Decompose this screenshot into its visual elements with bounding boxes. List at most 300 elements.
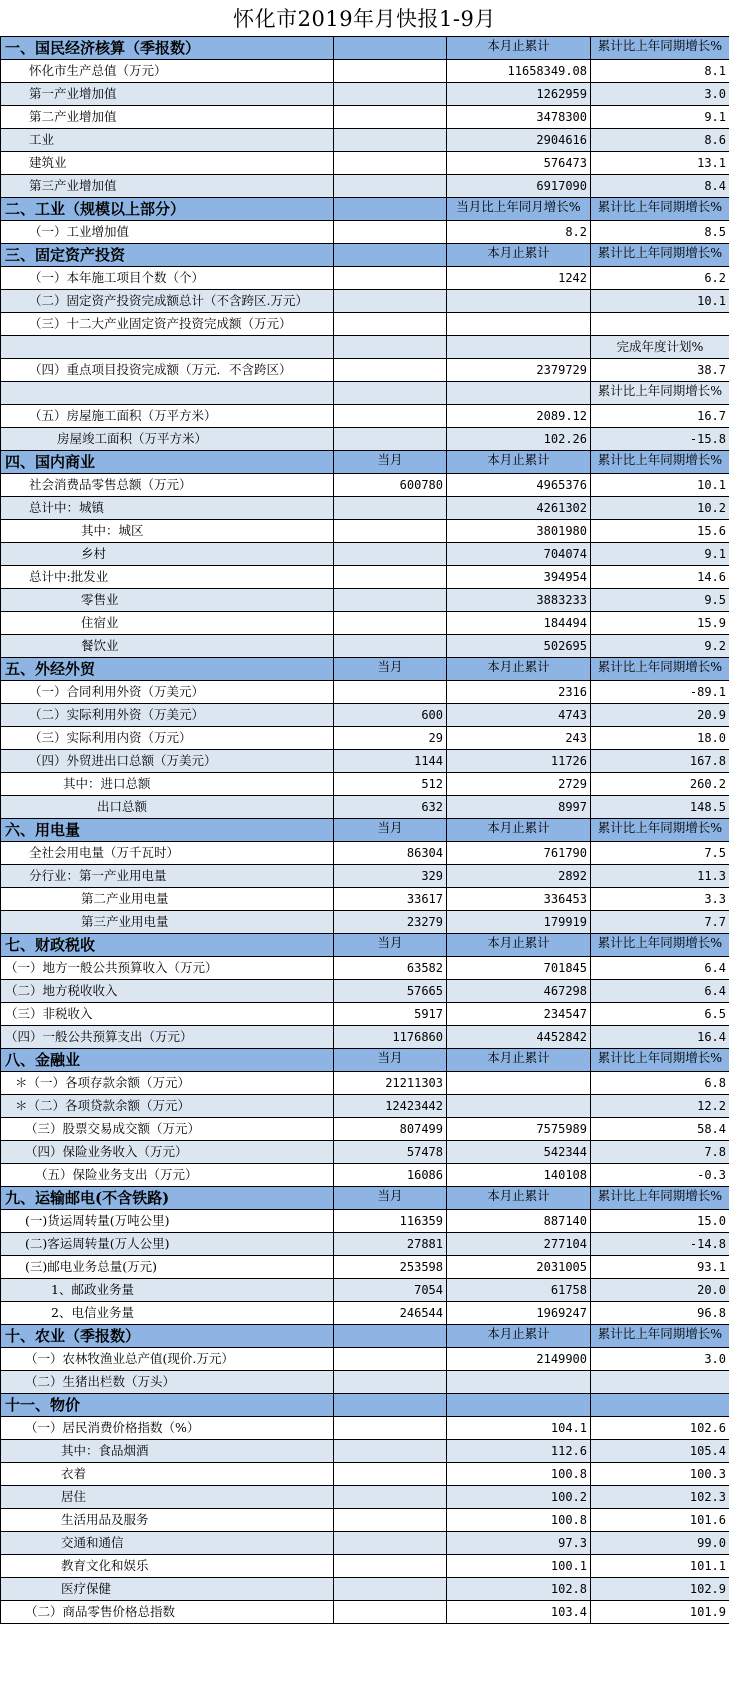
monthly-value-cell: 86304 <box>334 842 447 865</box>
growth-rate-cell: 102.6 <box>591 1417 729 1440</box>
table-row <box>1 589 729 612</box>
table-row <box>1 704 729 727</box>
cumulative-value-cell: 1969247 <box>447 1302 591 1325</box>
growth-rate-cell: 99.0 <box>591 1532 729 1555</box>
section-header-row <box>1 1394 729 1417</box>
growth-rate-cell: 13.1 <box>591 152 729 175</box>
growth-rate-cell: 8.4 <box>591 175 729 198</box>
table-row <box>1 773 729 796</box>
row-label: （二）固定资产投资完成额总计（不含跨区.万元） <box>1 290 334 313</box>
monthly-value-cell <box>334 566 447 589</box>
row-label: （一）合同利用外资（万美元） <box>1 681 334 704</box>
row-label: 第三产业增加值 <box>1 175 334 198</box>
growth-rate-cell: 累计比上年同期增长% <box>591 819 729 842</box>
table-row <box>1 1578 729 1601</box>
table-row <box>1 1440 729 1463</box>
growth-rate-cell: 累计比上年同期增长% <box>591 1187 729 1210</box>
section-title: 九、运输邮电(不含铁路) <box>1 1187 334 1210</box>
monthly-value-cell <box>334 152 447 175</box>
cumulative-value-cell: 140108 <box>447 1164 591 1187</box>
row-label: 2、电信业务量 <box>1 1302 334 1325</box>
section-title: 八、金融业 <box>1 1049 334 1072</box>
growth-rate-cell: 3.3 <box>591 888 729 911</box>
row-label: 第三产业用电量 <box>1 911 334 934</box>
table-row <box>1 612 729 635</box>
monthly-value-cell <box>334 1463 447 1486</box>
monthly-value-cell: 7054 <box>334 1279 447 1302</box>
growth-rate-cell: 7.5 <box>591 842 729 865</box>
monthly-value-cell <box>334 129 447 152</box>
table-row <box>1 911 729 934</box>
monthly-value-cell: 253598 <box>334 1256 447 1279</box>
growth-rate-cell: 完成年度计划% <box>591 336 729 359</box>
row-label: （五）房屋施工面积（万平方米） <box>1 405 334 428</box>
monthly-value-cell: 5917 <box>334 1003 447 1026</box>
growth-rate-cell: 8.1 <box>591 60 729 83</box>
table-row <box>1 474 729 497</box>
growth-rate-cell: 15.9 <box>591 612 729 635</box>
cumulative-value-cell: 336453 <box>447 888 591 911</box>
growth-rate-cell: -89.1 <box>591 681 729 704</box>
cumulative-value-cell: 100.8 <box>447 1463 591 1486</box>
monthly-value-cell <box>334 83 447 106</box>
table-row <box>1 129 729 152</box>
cumulative-value-cell: 761790 <box>447 842 591 865</box>
cumulative-value-cell: 2904616 <box>447 129 591 152</box>
cumulative-value-cell: 112.6 <box>447 1440 591 1463</box>
row-label: （一）本年施工项目个数（个） <box>1 267 334 290</box>
monthly-value-cell <box>334 428 447 451</box>
row-label <box>1 336 334 359</box>
cumulative-value-cell: 4965376 <box>447 474 591 497</box>
section-title: 六、用电量 <box>1 819 334 842</box>
growth-rate-cell: 6.5 <box>591 1003 729 1026</box>
row-label: (二)客运周转量(万人公里) <box>1 1233 334 1256</box>
table-row <box>1 842 729 865</box>
monthly-value-cell: 当月 <box>334 819 447 842</box>
monthly-value-cell: 33617 <box>334 888 447 911</box>
monthly-value-cell: 29 <box>334 727 447 750</box>
cumulative-value-cell: 61758 <box>447 1279 591 1302</box>
section-title: 三、固定资产投资 <box>1 244 334 267</box>
cumulative-value-cell: 本月止累计 <box>447 1049 591 1072</box>
monthly-value-cell <box>334 221 447 244</box>
cumulative-value-cell: 102.8 <box>447 1578 591 1601</box>
monthly-value-cell <box>334 1601 447 1624</box>
table-row <box>1 267 729 290</box>
growth-rate-cell: 10.1 <box>591 474 729 497</box>
growth-rate-cell: 102.9 <box>591 1578 729 1601</box>
growth-rate-cell: 96.8 <box>591 1302 729 1325</box>
cumulative-value-cell: 6917090 <box>447 175 591 198</box>
table-row <box>1 980 729 1003</box>
table-row <box>1 1532 729 1555</box>
cumulative-value-cell: 7575989 <box>447 1118 591 1141</box>
growth-rate-cell: 101.6 <box>591 1509 729 1532</box>
growth-rate-cell: 3.0 <box>591 83 729 106</box>
monthly-value-cell <box>334 37 447 60</box>
cumulative-value-cell: 102.26 <box>447 428 591 451</box>
growth-rate-cell: 累计比上年同期增长% <box>591 382 729 405</box>
cumulative-value-cell <box>447 1394 591 1417</box>
section-header-row <box>1 1187 729 1210</box>
growth-rate-cell: 93.1 <box>591 1256 729 1279</box>
cumulative-value-cell: 2089.12 <box>447 405 591 428</box>
monthly-value-cell: 当月 <box>334 934 447 957</box>
cumulative-value-cell: 本月止累计 <box>447 934 591 957</box>
row-label: （四）一般公共预算支出（万元） <box>1 1026 334 1049</box>
cumulative-value-cell <box>447 313 591 336</box>
row-label: 第二产业增加值 <box>1 106 334 129</box>
cumulative-value-cell: 本月止累计 <box>447 37 591 60</box>
table-row <box>1 428 729 451</box>
growth-rate-cell: 8.6 <box>591 129 729 152</box>
table-row <box>1 83 729 106</box>
row-label: 建筑业 <box>1 152 334 175</box>
table-row <box>1 1486 729 1509</box>
section-header-row <box>1 451 729 474</box>
growth-rate-cell: 20.9 <box>591 704 729 727</box>
row-label: 怀化市生产总值（万元） <box>1 60 334 83</box>
table-row <box>1 106 729 129</box>
table-row <box>1 1555 729 1578</box>
row-label: (三)邮电业务总量(万元) <box>1 1256 334 1279</box>
monthly-value-cell <box>334 1509 447 1532</box>
growth-rate-cell: 18.0 <box>591 727 729 750</box>
growth-rate-cell: 7.7 <box>591 911 729 934</box>
growth-rate-cell: 累计比上年同期增长% <box>591 658 729 681</box>
monthly-value-cell <box>334 1394 447 1417</box>
monthly-value-cell: 246544 <box>334 1302 447 1325</box>
table-row <box>1 382 729 405</box>
growth-rate-cell: 15.6 <box>591 520 729 543</box>
cumulative-value-cell: 104.1 <box>447 1417 591 1440</box>
growth-rate-cell: 148.5 <box>591 796 729 819</box>
growth-rate-cell: 102.3 <box>591 1486 729 1509</box>
monthly-value-cell <box>334 267 447 290</box>
growth-rate-cell: 167.8 <box>591 750 729 773</box>
cumulative-value-cell: 本月止累计 <box>447 1187 591 1210</box>
monthly-value-cell <box>334 589 447 612</box>
monthly-value-cell <box>334 175 447 198</box>
growth-rate-cell: 累计比上年同期增长% <box>591 198 729 221</box>
section-header-row <box>1 1049 729 1072</box>
monthly-value-cell <box>334 106 447 129</box>
monthly-value-cell <box>334 1440 447 1463</box>
cumulative-value-cell <box>447 290 591 313</box>
monthly-value-cell <box>334 612 447 635</box>
row-label: 工业 <box>1 129 334 152</box>
monthly-value-cell <box>334 1348 447 1371</box>
cumulative-value-cell: 502695 <box>447 635 591 658</box>
growth-rate-cell: 14.6 <box>591 566 729 589</box>
monthly-value-cell: 329 <box>334 865 447 888</box>
cumulative-value-cell: 2892 <box>447 865 591 888</box>
monthly-value-cell <box>334 359 447 382</box>
table-row <box>1 750 729 773</box>
growth-rate-cell: 260.2 <box>591 773 729 796</box>
monthly-value-cell: 63582 <box>334 957 447 980</box>
growth-rate-cell: 6.4 <box>591 957 729 980</box>
row-label: （三）实际利用内资（万元） <box>1 727 334 750</box>
row-label: 第一产业增加值 <box>1 83 334 106</box>
section-title: 七、财政税收 <box>1 934 334 957</box>
section-header-row <box>1 819 729 842</box>
growth-rate-cell <box>591 1394 729 1417</box>
row-label: 零售业 <box>1 589 334 612</box>
cumulative-value-cell: 3801980 <box>447 520 591 543</box>
table-row <box>1 566 729 589</box>
row-label: (一)货运周转量(万吨公里) <box>1 1210 334 1233</box>
row-label: （三）十二大产业固定资产投资完成额（万元） <box>1 313 334 336</box>
monthly-value-cell <box>334 198 447 221</box>
monthly-value-cell <box>334 382 447 405</box>
row-label: （五）保险业务支出（万元） <box>1 1164 334 1187</box>
cumulative-value-cell <box>447 336 591 359</box>
row-label: 分行业：第一产业用电量 <box>1 865 334 888</box>
cumulative-value-cell: 576473 <box>447 152 591 175</box>
section-header-row <box>1 244 729 267</box>
table-row <box>1 1601 729 1624</box>
cumulative-value-cell <box>447 1072 591 1095</box>
cumulative-value-cell: 179919 <box>447 911 591 934</box>
row-label: 交通和通信 <box>1 1532 334 1555</box>
monthly-value-cell: 512 <box>334 773 447 796</box>
growth-rate-cell: 15.0 <box>591 1210 729 1233</box>
monthly-value-cell: 12423442 <box>334 1095 447 1118</box>
cumulative-value-cell: 100.1 <box>447 1555 591 1578</box>
cumulative-value-cell: 1262959 <box>447 83 591 106</box>
row-label: 1、邮政业务量 <box>1 1279 334 1302</box>
monthly-value-cell <box>334 1532 447 1555</box>
growth-rate-cell: 累计比上年同期增长% <box>591 934 729 957</box>
row-label: 教育文化和娱乐 <box>1 1555 334 1578</box>
growth-rate-cell: 101.1 <box>591 1555 729 1578</box>
row-label: （四）保险业务收入（万元） <box>1 1141 334 1164</box>
monthly-value-cell: 600 <box>334 704 447 727</box>
cumulative-value-cell <box>447 1095 591 1118</box>
monthly-value-cell <box>334 497 447 520</box>
monthly-value-cell <box>334 1555 447 1578</box>
cumulative-value-cell: 本月止累计 <box>447 819 591 842</box>
cumulative-value-cell: 103.4 <box>447 1601 591 1624</box>
growth-rate-cell: 58.4 <box>591 1118 729 1141</box>
table-row <box>1 635 729 658</box>
row-label: （二）生猪出栏数（万头） <box>1 1371 334 1394</box>
growth-rate-cell: 8.5 <box>591 221 729 244</box>
monthly-value-cell <box>334 60 447 83</box>
growth-rate-cell: 7.8 <box>591 1141 729 1164</box>
growth-rate-cell: 10.1 <box>591 290 729 313</box>
monthly-value-cell <box>334 336 447 359</box>
monthly-value-cell <box>334 681 447 704</box>
row-label: ＊（二）各项贷款余额（万元） <box>1 1095 334 1118</box>
cumulative-value-cell: 243 <box>447 727 591 750</box>
row-label: 生活用品及服务 <box>1 1509 334 1532</box>
monthly-value-cell <box>334 635 447 658</box>
table-row <box>1 359 729 382</box>
monthly-value-cell: 27881 <box>334 1233 447 1256</box>
table-row <box>1 336 729 359</box>
table-row <box>1 1509 729 1532</box>
row-label: 居住 <box>1 1486 334 1509</box>
growth-rate-cell: -0.3 <box>591 1164 729 1187</box>
section-title: 十、农业（季报数） <box>1 1325 334 1348</box>
section-title: 五、外经外贸 <box>1 658 334 681</box>
row-label: 其中：食品烟酒 <box>1 1440 334 1463</box>
growth-rate-cell: 累计比上年同期增长% <box>591 37 729 60</box>
monthly-value-cell: 57478 <box>334 1141 447 1164</box>
monthly-value-cell: 当月 <box>334 451 447 474</box>
cumulative-value-cell: 100.8 <box>447 1509 591 1532</box>
growth-rate-cell: 累计比上年同期增长% <box>591 1049 729 1072</box>
row-label: 乡村 <box>1 543 334 566</box>
row-label: 医疗保健 <box>1 1578 334 1601</box>
table-row <box>1 1072 729 1095</box>
growth-rate-cell: 9.5 <box>591 589 729 612</box>
cumulative-value-cell: 本月止累计 <box>447 1325 591 1348</box>
row-label: 总计中:批发业 <box>1 566 334 589</box>
row-label: （二）商品零售价格总指数 <box>1 1601 334 1624</box>
table-row <box>1 727 729 750</box>
growth-rate-cell <box>591 1371 729 1394</box>
cumulative-value-cell: 4452842 <box>447 1026 591 1049</box>
monthly-value-cell <box>334 313 447 336</box>
monthly-value-cell: 116359 <box>334 1210 447 1233</box>
table-row <box>1 1141 729 1164</box>
monthly-value-cell: 57665 <box>334 980 447 1003</box>
row-label: 社会消费品零售总额（万元） <box>1 474 334 497</box>
growth-rate-cell <box>591 313 729 336</box>
table-row <box>1 221 729 244</box>
table-row <box>1 1279 729 1302</box>
table-row <box>1 175 729 198</box>
monthly-value-cell <box>334 244 447 267</box>
monthly-value-cell <box>334 1486 447 1509</box>
table-row <box>1 681 729 704</box>
monthly-value-cell: 600780 <box>334 474 447 497</box>
cumulative-value-cell: 8.2 <box>447 221 591 244</box>
monthly-value-cell <box>334 1325 447 1348</box>
cumulative-value-cell <box>447 1371 591 1394</box>
cumulative-value-cell: 234547 <box>447 1003 591 1026</box>
monthly-value-cell: 23279 <box>334 911 447 934</box>
table-row <box>1 1233 729 1256</box>
growth-rate-cell: 16.7 <box>591 405 729 428</box>
table-row <box>1 543 729 566</box>
cumulative-value-cell: 277104 <box>447 1233 591 1256</box>
growth-rate-cell: -15.8 <box>591 428 729 451</box>
growth-rate-cell: -14.8 <box>591 1233 729 1256</box>
growth-rate-cell: 3.0 <box>591 1348 729 1371</box>
table-row <box>1 1256 729 1279</box>
cumulative-value-cell: 11726 <box>447 750 591 773</box>
monthly-value-cell: 21211303 <box>334 1072 447 1095</box>
row-label: （二）地方税收收入 <box>1 980 334 1003</box>
table-row <box>1 1210 729 1233</box>
row-label: （一）地方一般公共预算收入（万元） <box>1 957 334 980</box>
row-label: （三）非税收入 <box>1 1003 334 1026</box>
cumulative-value-cell: 542344 <box>447 1141 591 1164</box>
page-title: 怀化市2019年月快报1-9月 <box>233 7 496 31</box>
cumulative-value-cell: 2149900 <box>447 1348 591 1371</box>
row-label: （一）农林牧渔业总产值(现价.万元） <box>1 1348 334 1371</box>
monthly-value-cell: 1144 <box>334 750 447 773</box>
cumulative-value-cell: 1242 <box>447 267 591 290</box>
growth-rate-cell: 累计比上年同期增长% <box>591 451 729 474</box>
row-label: （一）工业增加值 <box>1 221 334 244</box>
row-label: 全社会用电量（万千瓦时） <box>1 842 334 865</box>
monthly-value-cell: 632 <box>334 796 447 819</box>
growth-rate-cell: 6.8 <box>591 1072 729 1095</box>
section-header-row <box>1 37 729 60</box>
growth-rate-cell: 9.1 <box>591 106 729 129</box>
table-row <box>1 1302 729 1325</box>
growth-rate-cell: 38.7 <box>591 359 729 382</box>
cumulative-value-cell: 2379729 <box>447 359 591 382</box>
monthly-value-cell: 当月 <box>334 1049 447 1072</box>
growth-rate-cell: 100.3 <box>591 1463 729 1486</box>
cumulative-value-cell: 本月止累计 <box>447 658 591 681</box>
table-row <box>1 957 729 980</box>
growth-rate-cell: 12.2 <box>591 1095 729 1118</box>
growth-rate-cell: 16.4 <box>591 1026 729 1049</box>
cumulative-value-cell: 887140 <box>447 1210 591 1233</box>
statistics-table <box>0 36 729 1624</box>
section-title: 四、国内商业 <box>1 451 334 474</box>
growth-rate-cell: 10.2 <box>591 497 729 520</box>
row-label: 出口总额 <box>1 796 334 819</box>
row-label: （一）居民消费价格指数（%） <box>1 1417 334 1440</box>
monthly-value-cell <box>334 1578 447 1601</box>
table-row <box>1 1463 729 1486</box>
row-label <box>1 382 334 405</box>
growth-rate-cell: 累计比上年同期增长% <box>591 244 729 267</box>
growth-rate-cell: 101.9 <box>591 1601 729 1624</box>
cumulative-value-cell: 当月比上年同月增长% <box>447 198 591 221</box>
cumulative-value-cell: 本月止累计 <box>447 244 591 267</box>
table-row <box>1 888 729 911</box>
table-row <box>1 1118 729 1141</box>
table-row <box>1 1164 729 1187</box>
row-label: ＊（一）各项存款余额（万元） <box>1 1072 334 1095</box>
table-row <box>1 1095 729 1118</box>
monthly-value-cell <box>334 520 447 543</box>
cumulative-value-cell: 本月止累计 <box>447 451 591 474</box>
section-title: 十一、物价 <box>1 1394 334 1417</box>
table-row <box>1 1003 729 1026</box>
table-row <box>1 152 729 175</box>
growth-rate-cell: 9.2 <box>591 635 729 658</box>
table-row <box>1 796 729 819</box>
row-label: 住宿业 <box>1 612 334 635</box>
growth-rate-cell: 6.2 <box>591 267 729 290</box>
row-label: 房屋竣工面积（万平方米） <box>1 428 334 451</box>
row-label: （二）实际利用外资（万美元） <box>1 704 334 727</box>
monthly-value-cell <box>334 1371 447 1394</box>
cumulative-value-cell <box>447 382 591 405</box>
row-label: （四）外贸进出口总额（万美元） <box>1 750 334 773</box>
cumulative-value-cell: 11658349.08 <box>447 60 591 83</box>
cumulative-value-cell: 97.3 <box>447 1532 591 1555</box>
monthly-value-cell <box>334 290 447 313</box>
cumulative-value-cell: 3478300 <box>447 106 591 129</box>
table-row <box>1 405 729 428</box>
row-label: 第二产业用电量 <box>1 888 334 911</box>
cumulative-value-cell: 704074 <box>447 543 591 566</box>
table-row <box>1 865 729 888</box>
cumulative-value-cell: 3883233 <box>447 589 591 612</box>
